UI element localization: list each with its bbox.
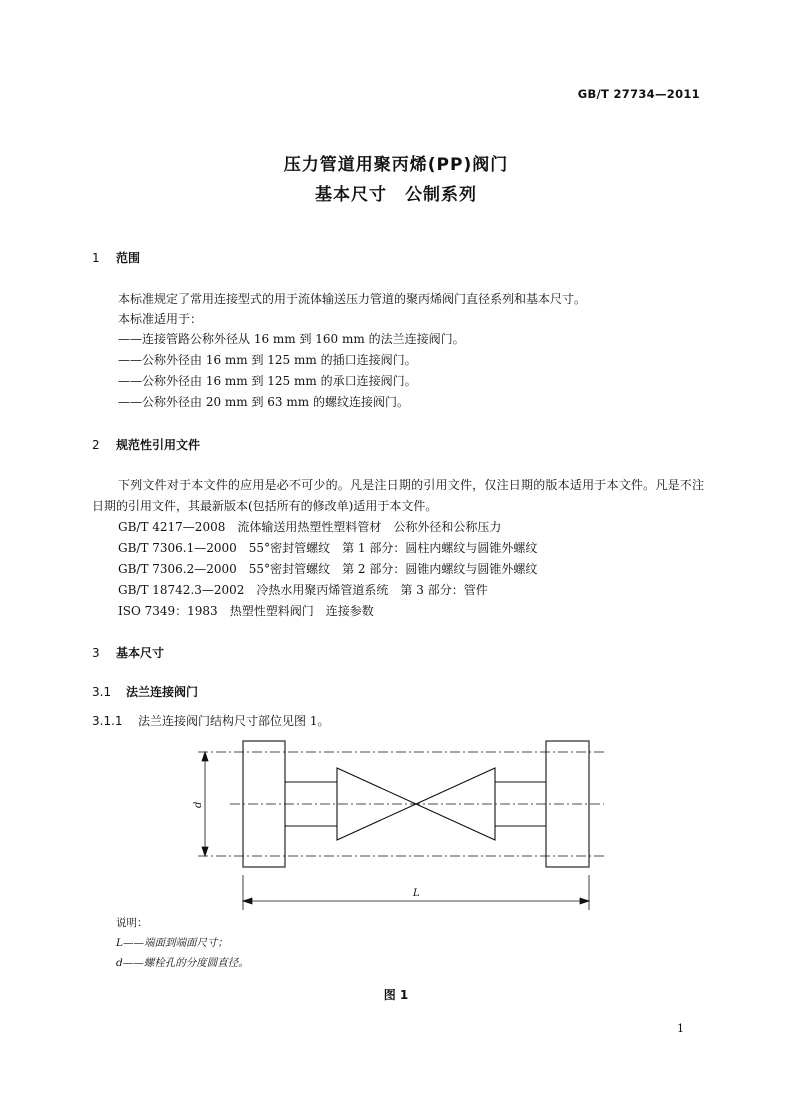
- section-number: 3.1: [92, 685, 112, 699]
- scope-item: ——公称外径由 16 mm 到 125 mm 的承口连接阀门。: [118, 374, 417, 388]
- scope-item: ——公称外径由 20 mm 到 63 mm 的螺纹连接阀门。: [118, 395, 409, 409]
- clause-number: 3.1.1: [92, 714, 123, 728]
- legend-title: 说明：: [116, 917, 148, 929]
- doc-title-line1: 压力管道用聚丙烯(PP)阀门: [283, 155, 509, 175]
- section-number: 3: [92, 646, 100, 660]
- section-number: 1: [92, 251, 100, 265]
- section-title: 范围: [116, 251, 141, 265]
- page-number: 1: [677, 1022, 684, 1035]
- section-title: 基本尺寸: [116, 646, 165, 660]
- scope-applies-to: 本标准适用于：: [118, 312, 203, 326]
- references-paragraph: 下列文件对于本文件的应用是必不可少的。凡是注日期的引用文件，仅注日期的版本适用于本文件。凡是不注日期的引用文件，其最新版本(包括所有的修改单)适用于本文件。: [92, 478, 704, 513]
- scope-item: ——连接管路公称外径从 16 mm 到 160 mm 的法兰连接阀门。: [118, 332, 465, 346]
- section-title: 规范性引用文件: [116, 438, 201, 452]
- reference-item: ISO 7349：1983 热塑性塑料阀门 连接参数: [118, 604, 374, 618]
- legend-L: L——端面到端面尺寸；: [116, 937, 228, 949]
- reference-item: GB/T 4217—2008 流体输送用热塑性塑料管材 公称外径和公称压力: [118, 520, 502, 534]
- section-number: 2: [92, 438, 100, 452]
- figure-caption: 图 1: [383, 988, 409, 1002]
- reference-item: GB/T 18742.3—2002 冷热水用聚丙烯管道系统 第 3 部分：管件: [118, 583, 488, 597]
- scope-paragraph: 本标准规定了常用连接型式的用于流体输送压力管道的聚丙烯阀门直径系列和基本尺寸。: [118, 292, 587, 306]
- section-title: 法兰连接阀门: [126, 685, 199, 699]
- dimension-d-label: d: [193, 801, 204, 808]
- reference-item: GB/T 7306.1—2000 55°密封管螺纹 第 1 部分：圆柱内螺纹与圆锥外螺纹: [118, 541, 538, 555]
- clause-text: 法兰连接阀门结构尺寸部位见图 1。: [138, 714, 330, 728]
- dimension-L-label: L: [413, 888, 420, 899]
- standard-code: GB/T 27734—2011: [577, 87, 700, 101]
- legend-d: d——螺栓孔的分度圆直径。: [116, 957, 249, 969]
- scope-item: ——公称外径由 16 mm 到 125 mm 的插口连接阀门。: [118, 353, 417, 367]
- reference-item: GB/T 7306.2—2000 55°密封管螺纹 第 2 部分：圆锥内螺纹与圆锥外螺纹: [118, 562, 538, 576]
- doc-title-line2: 基本尺寸 公制系列: [315, 185, 477, 205]
